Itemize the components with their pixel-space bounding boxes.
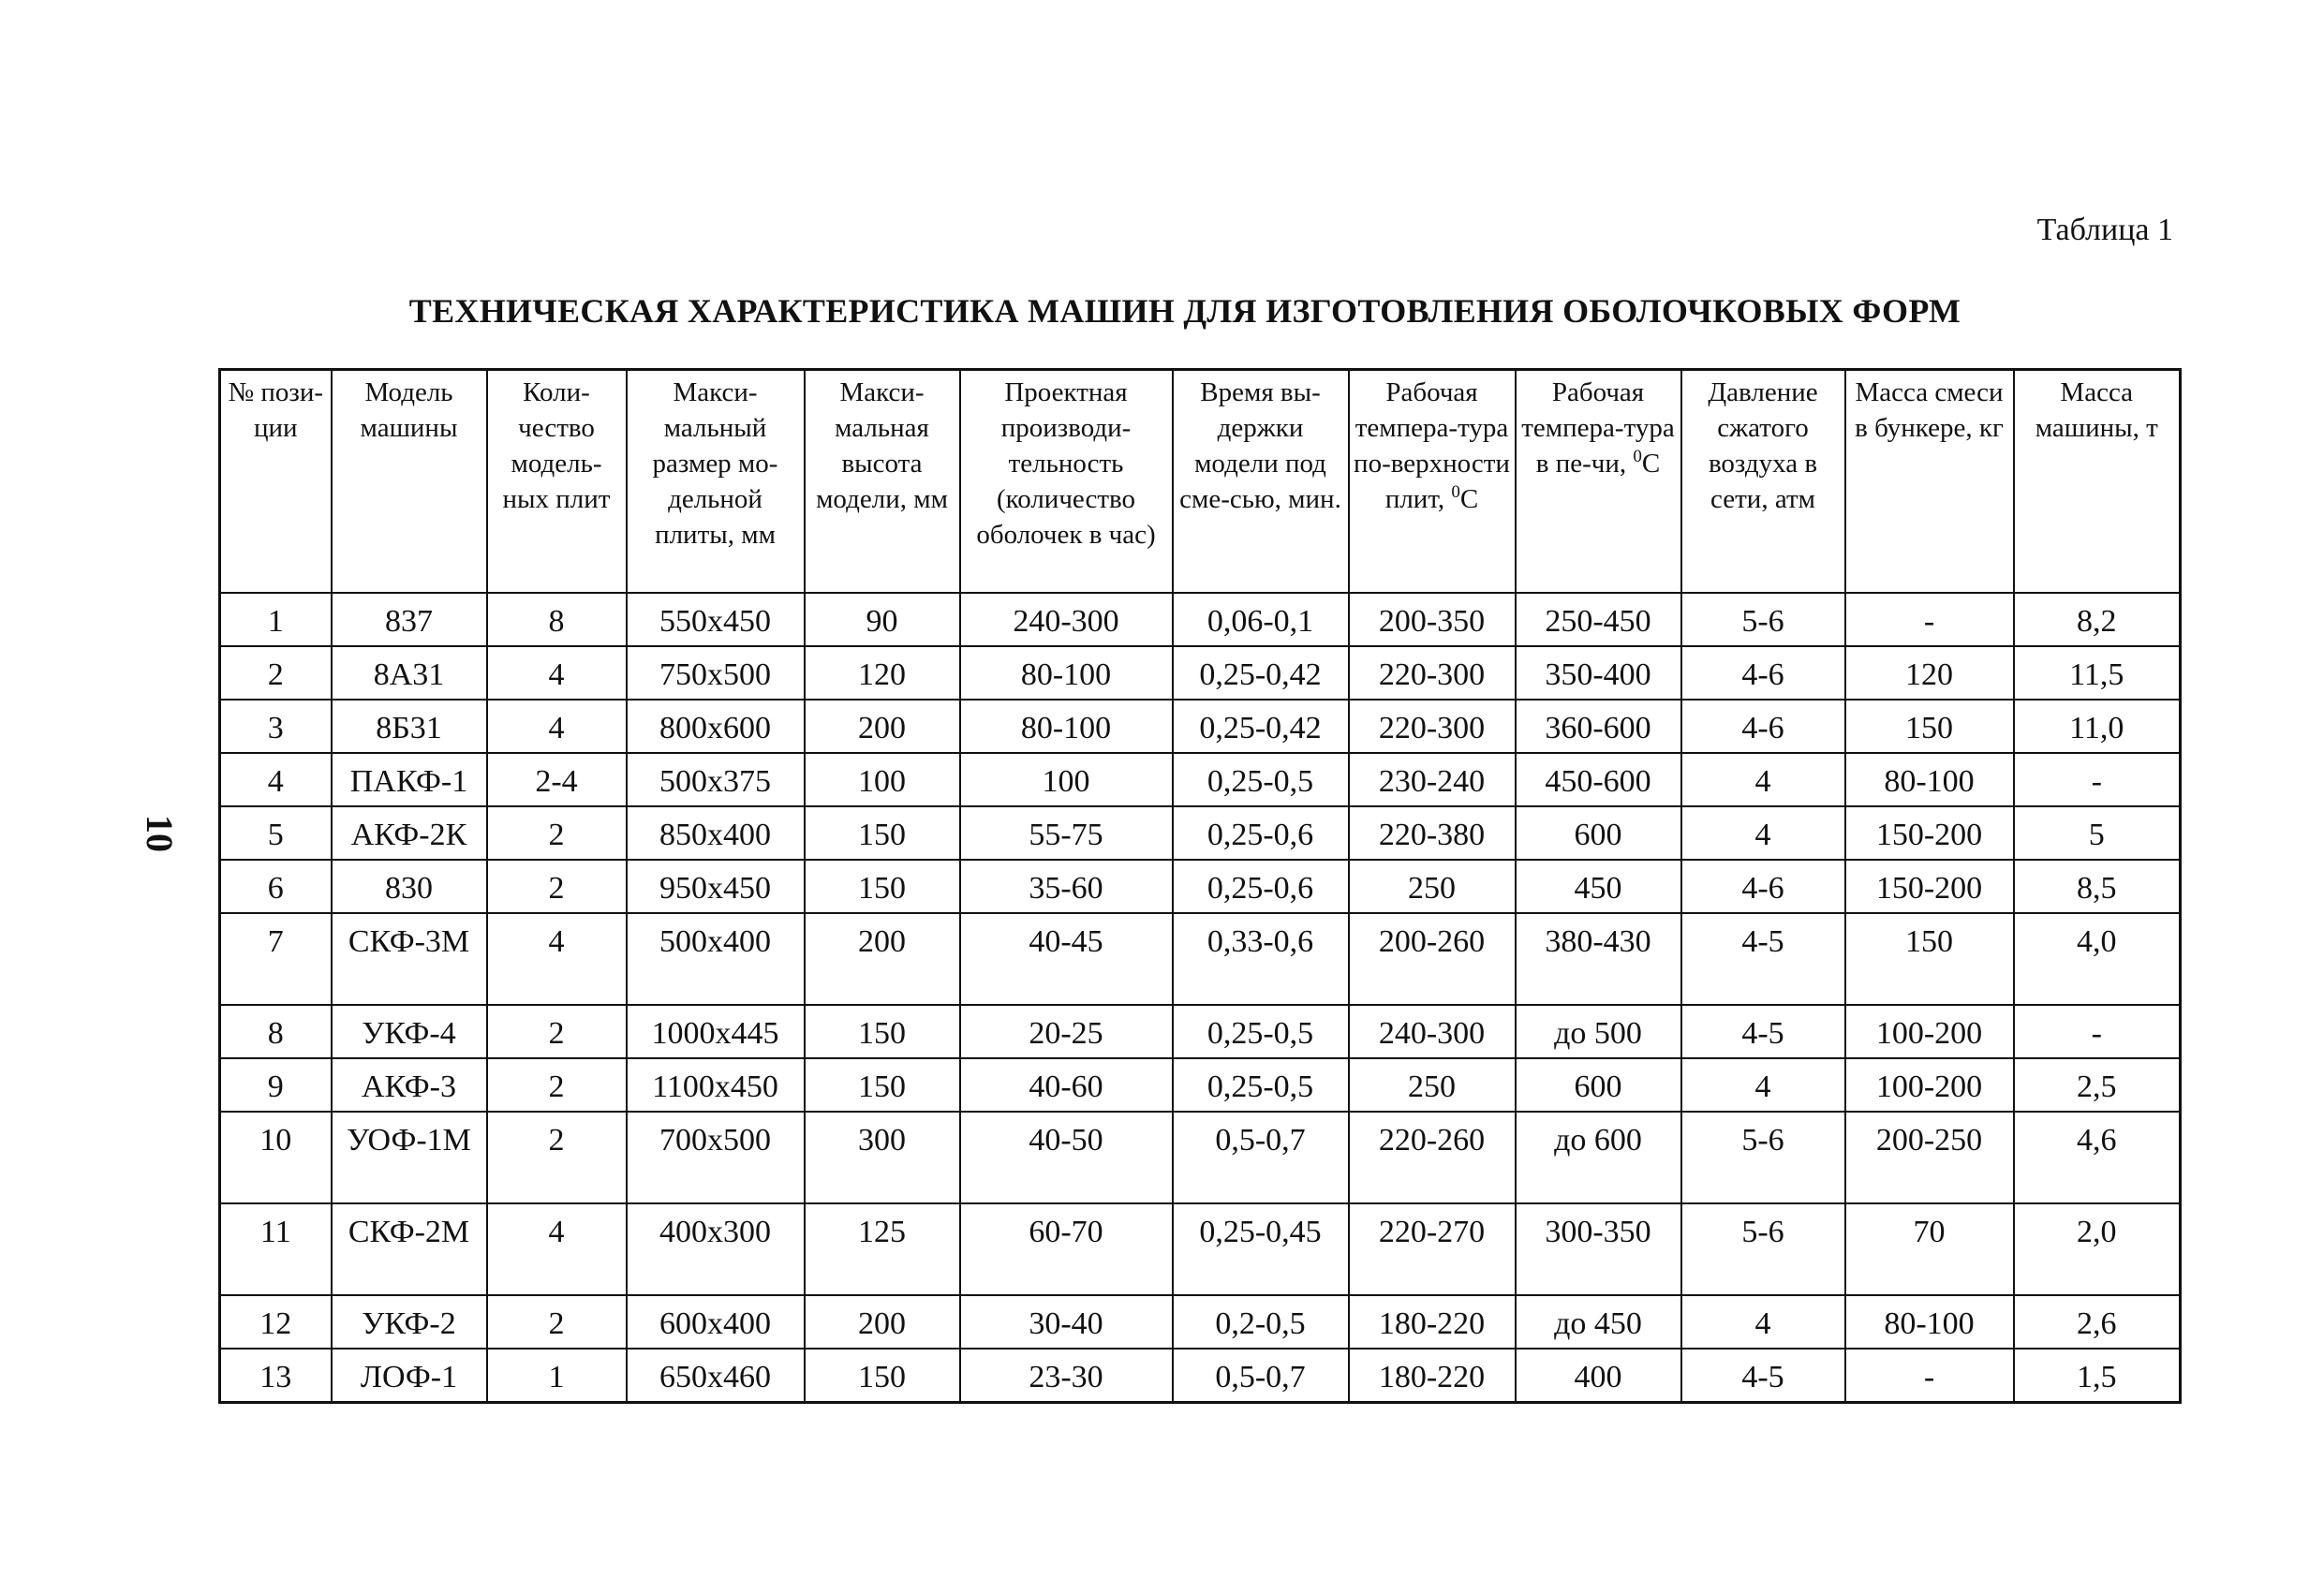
cell-productivity: 40-50: [960, 1112, 1173, 1203]
cell-productivity: 240-300: [960, 593, 1173, 646]
cell-machine-mass: -: [2014, 753, 2181, 806]
cell-position: 4: [220, 753, 332, 806]
cell-air-pressure: 4-6: [1681, 700, 1845, 753]
cell-position: 7: [220, 913, 332, 1005]
cell-oven-temperature: до 500: [1516, 1005, 1681, 1058]
table-row: [220, 1058, 2181, 1112]
cell-hold-time: 0,25-0,6: [1173, 806, 1349, 860]
cell-plate-count: 4: [487, 1203, 627, 1295]
table-row: [220, 700, 2181, 753]
cell-max-model-height: 200: [805, 700, 960, 753]
cell-mix-mass: 80-100: [1845, 753, 2014, 806]
cell-max-plate-size: 1000х445: [627, 1005, 805, 1058]
header-oven-temperature: Рабочая темпера-тура в пе-чи, $^0$С: [1516, 370, 1681, 594]
header-model: Модель машины: [332, 370, 487, 594]
cell-max-model-height: 200: [805, 913, 960, 1005]
cell-productivity: 40-45: [960, 913, 1173, 1005]
cell-plate-temperature: 200-260: [1349, 913, 1516, 1005]
header-mix-mass: Масса смеси в бункере, кг: [1845, 370, 2014, 594]
cell-position: 6: [220, 860, 332, 913]
cell-max-plate-size: 500х400: [627, 913, 805, 1005]
cell-air-pressure: 5-6: [1681, 1203, 1845, 1295]
cell-machine-mass: 2,5: [2014, 1058, 2181, 1112]
table-row: [220, 753, 2181, 806]
cell-machine-mass: 5: [2014, 806, 2181, 860]
table-row: [220, 806, 2181, 860]
cell-productivity: 30-40: [960, 1295, 1173, 1349]
cell-air-pressure: 4: [1681, 753, 1845, 806]
header-position: № пози-ции: [220, 370, 332, 594]
cell-max-model-height: 150: [805, 860, 960, 913]
cell-plate-temperature: 200-350: [1349, 593, 1516, 646]
cell-productivity: 23-30: [960, 1349, 1173, 1403]
machine-spec-table: [218, 368, 2182, 1404]
cell-model: 8Б31: [332, 700, 487, 753]
cell-model: УКФ-2: [332, 1295, 487, 1349]
cell-max-plate-size: 1100х450: [627, 1058, 805, 1112]
cell-plate-temperature: 220-300: [1349, 646, 1516, 700]
cell-machine-mass: 4,6: [2014, 1112, 2181, 1203]
table-row: [220, 1112, 2181, 1203]
cell-oven-temperature: 350-400: [1516, 646, 1681, 700]
cell-plate-temperature: 250: [1349, 1058, 1516, 1112]
cell-max-plate-size: 400х300: [627, 1203, 805, 1295]
cell-max-model-height: 90: [805, 593, 960, 646]
cell-plate-count: 2: [487, 1112, 627, 1203]
cell-air-pressure: 4-6: [1681, 860, 1845, 913]
cell-max-model-height: 300: [805, 1112, 960, 1203]
cell-mix-mass: 80-100: [1845, 1295, 2014, 1349]
cell-plate-count: 8: [487, 593, 627, 646]
cell-max-plate-size: 700х500: [627, 1112, 805, 1203]
document-title: ТЕХНИЧЕСКАЯ ХАРАКТЕРИСТИКА МАШИН ДЛЯ ИЗГОТОВЛЕНИЯ ОБОЛОЧКОВЫХ ФОРМ: [408, 292, 1961, 330]
cell-mix-mass: -: [1845, 593, 2014, 646]
cell-max-model-height: 200: [805, 1295, 960, 1349]
table-row: [220, 1295, 2181, 1349]
cell-oven-temperature: 380-430: [1516, 913, 1681, 1005]
cell-model: СКФ-3М: [332, 913, 487, 1005]
cell-max-plate-size: 950х450: [627, 860, 805, 913]
cell-position: 2: [220, 646, 332, 700]
cell-position: 8: [220, 1005, 332, 1058]
cell-max-plate-size: 650х460: [627, 1349, 805, 1403]
cell-productivity: 60-70: [960, 1203, 1173, 1295]
cell-max-plate-size: 500х375: [627, 753, 805, 806]
cell-productivity: 80-100: [960, 700, 1173, 753]
cell-position: 9: [220, 1058, 332, 1112]
cell-oven-temperature: 300-350: [1516, 1203, 1681, 1295]
cell-plate-temperature: 220-270: [1349, 1203, 1516, 1295]
cell-hold-time: 0,25-0,42: [1173, 700, 1349, 753]
cell-position: 1: [220, 593, 332, 646]
cell-machine-mass: 11,0: [2014, 700, 2181, 753]
header-max-model-height: Макси-мальная высота модели, мм: [805, 370, 960, 594]
cell-max-model-height: 150: [805, 1005, 960, 1058]
cell-max-plate-size: 850х400: [627, 806, 805, 860]
cell-max-model-height: 150: [805, 1349, 960, 1403]
cell-mix-mass: 150: [1845, 700, 2014, 753]
cell-plate-count: 2-4: [487, 753, 627, 806]
cell-plate-temperature: 220-380: [1349, 806, 1516, 860]
table-row: [220, 593, 2181, 646]
cell-mix-mass: 150-200: [1845, 860, 2014, 913]
cell-mix-mass: 150: [1845, 913, 2014, 1005]
cell-plate-temperature: 180-220: [1349, 1295, 1516, 1349]
cell-plate-count: 1: [487, 1349, 627, 1403]
cell-plate-temperature: 220-260: [1349, 1112, 1516, 1203]
cell-air-pressure: 4-5: [1681, 1005, 1845, 1058]
header-row: [220, 370, 2181, 594]
header-productivity: Проектная производи-тельность (количество оболочек в час): [960, 370, 1173, 594]
cell-mix-mass: 120: [1845, 646, 2014, 700]
cell-productivity: 35-60: [960, 860, 1173, 913]
cell-air-pressure: 4-6: [1681, 646, 1845, 700]
cell-oven-temperature: 450: [1516, 860, 1681, 913]
cell-model: ПАКФ-1: [332, 753, 487, 806]
header-hold-time: Время вы-держки модели под сме-сью, мин.: [1173, 370, 1349, 594]
cell-mix-mass: 150-200: [1845, 806, 2014, 860]
cell-hold-time: 0,06-0,1: [1173, 593, 1349, 646]
cell-machine-mass: 8,2: [2014, 593, 2181, 646]
table-row: [220, 860, 2181, 913]
cell-position: 3: [220, 700, 332, 753]
header-plate-count: Коли-чество модель-ных плит: [487, 370, 627, 594]
cell-machine-mass: 2,6: [2014, 1295, 2181, 1349]
cell-hold-time: 0,25-0,42: [1173, 646, 1349, 700]
cell-productivity: 55-75: [960, 806, 1173, 860]
cell-air-pressure: 4: [1681, 1295, 1845, 1349]
table-row: [220, 646, 2181, 700]
cell-oven-temperature: 360-600: [1516, 700, 1681, 753]
cell-oven-temperature: 450-600: [1516, 753, 1681, 806]
cell-hold-time: 0,33-0,6: [1173, 913, 1349, 1005]
cell-oven-temperature: 600: [1516, 806, 1681, 860]
cell-plate-count: 2: [487, 806, 627, 860]
cell-max-model-height: 150: [805, 1058, 960, 1112]
cell-air-pressure: 4-5: [1681, 1349, 1845, 1403]
cell-model: СКФ-2М: [332, 1203, 487, 1295]
cell-oven-temperature: до 450: [1516, 1295, 1681, 1349]
table-row: [220, 1005, 2181, 1058]
cell-mix-mass: 70: [1845, 1203, 2014, 1295]
cell-mix-mass: 100-200: [1845, 1058, 2014, 1112]
cell-hold-time: 0,25-0,6: [1173, 860, 1349, 913]
cell-max-plate-size: 550х450: [627, 593, 805, 646]
cell-plate-count: 2: [487, 1005, 627, 1058]
table-row: [220, 1349, 2181, 1403]
cell-model: 8А31: [332, 646, 487, 700]
cell-productivity: 40-60: [960, 1058, 1173, 1112]
cell-hold-time: 0,5-0,7: [1173, 1349, 1349, 1403]
cell-productivity: 100: [960, 753, 1173, 806]
cell-air-pressure: 4: [1681, 806, 1845, 860]
cell-mix-mass: 100-200: [1845, 1005, 2014, 1058]
cell-position: 11: [220, 1203, 332, 1295]
cell-position: 5: [220, 806, 332, 860]
cell-max-model-height: 150: [805, 806, 960, 860]
cell-hold-time: 0,5-0,7: [1173, 1112, 1349, 1203]
table-caption: Таблица 1: [2036, 213, 2173, 247]
cell-hold-time: 0,25-0,5: [1173, 1005, 1349, 1058]
cell-mix-mass: 200-250: [1845, 1112, 2014, 1203]
cell-hold-time: 0,25-0,5: [1173, 1058, 1349, 1112]
cell-air-pressure: 4: [1681, 1058, 1845, 1112]
cell-plate-temperature: 240-300: [1349, 1005, 1516, 1058]
cell-model: ЛОФ-1: [332, 1349, 487, 1403]
cell-max-plate-size: 600х400: [627, 1295, 805, 1349]
cell-machine-mass: 8,5: [2014, 860, 2181, 913]
cell-machine-mass: 1,5: [2014, 1349, 2181, 1403]
cell-position: 13: [220, 1349, 332, 1403]
cell-model: УКФ-4: [332, 1005, 487, 1058]
cell-hold-time: 0,25-0,5: [1173, 753, 1349, 806]
cell-air-pressure: 5-6: [1681, 1112, 1845, 1203]
cell-mix-mass: -: [1845, 1349, 2014, 1403]
cell-plate-count: 2: [487, 860, 627, 913]
header-plate-temperature: Рабочая темпера-тура по-верхности плит, $^0$С: [1349, 370, 1516, 594]
cell-model: АКФ-3: [332, 1058, 487, 1112]
cell-machine-mass: -: [2014, 1005, 2181, 1058]
page-number: 10: [139, 815, 181, 852]
cell-productivity: 80-100: [960, 646, 1173, 700]
cell-plate-temperature: 220-300: [1349, 700, 1516, 753]
cell-model: УОФ-1М: [332, 1112, 487, 1203]
cell-max-model-height: 100: [805, 753, 960, 806]
cell-plate-count: 4: [487, 700, 627, 753]
cell-machine-mass: 4,0: [2014, 913, 2181, 1005]
cell-max-plate-size: 800х600: [627, 700, 805, 753]
table-row: [220, 913, 2181, 1005]
cell-hold-time: 0,25-0,45: [1173, 1203, 1349, 1295]
cell-machine-mass: 2,0: [2014, 1203, 2181, 1295]
cell-oven-temperature: 600: [1516, 1058, 1681, 1112]
cell-model: 830: [332, 860, 487, 913]
cell-max-model-height: 125: [805, 1203, 960, 1295]
cell-air-pressure: 4-5: [1681, 913, 1845, 1005]
cell-machine-mass: 11,5: [2014, 646, 2181, 700]
header-max-plate-size: Макси-мальный размер мо-дельной плиты, мм: [627, 370, 805, 594]
header-air-pressure: Давление сжатого воздуха в сети, атм: [1681, 370, 1845, 594]
cell-productivity: 20-25: [960, 1005, 1173, 1058]
cell-max-model-height: 120: [805, 646, 960, 700]
header-machine-mass: Масса машины, т: [2014, 370, 2181, 594]
cell-position: 12: [220, 1295, 332, 1349]
table-body: [220, 593, 2181, 1403]
cell-plate-temperature: 250: [1349, 860, 1516, 913]
table-row: [220, 1203, 2181, 1295]
cell-model: АКФ-2К: [332, 806, 487, 860]
cell-oven-temperature: до 600: [1516, 1112, 1681, 1203]
cell-hold-time: 0,2-0,5: [1173, 1295, 1349, 1349]
cell-plate-count: 2: [487, 1295, 627, 1349]
cell-plate-count: 4: [487, 913, 627, 1005]
cell-plate-count: 2: [487, 1058, 627, 1112]
cell-plate-count: 4: [487, 646, 627, 700]
cell-position: 10: [220, 1112, 332, 1203]
cell-model: 837: [332, 593, 487, 646]
cell-air-pressure: 5-6: [1681, 593, 1845, 646]
cell-plate-temperature: 230-240: [1349, 753, 1516, 806]
cell-plate-temperature: 180-220: [1349, 1349, 1516, 1403]
cell-max-plate-size: 750х500: [627, 646, 805, 700]
cell-oven-temperature: 400: [1516, 1349, 1681, 1403]
cell-oven-temperature: 250-450: [1516, 593, 1681, 646]
